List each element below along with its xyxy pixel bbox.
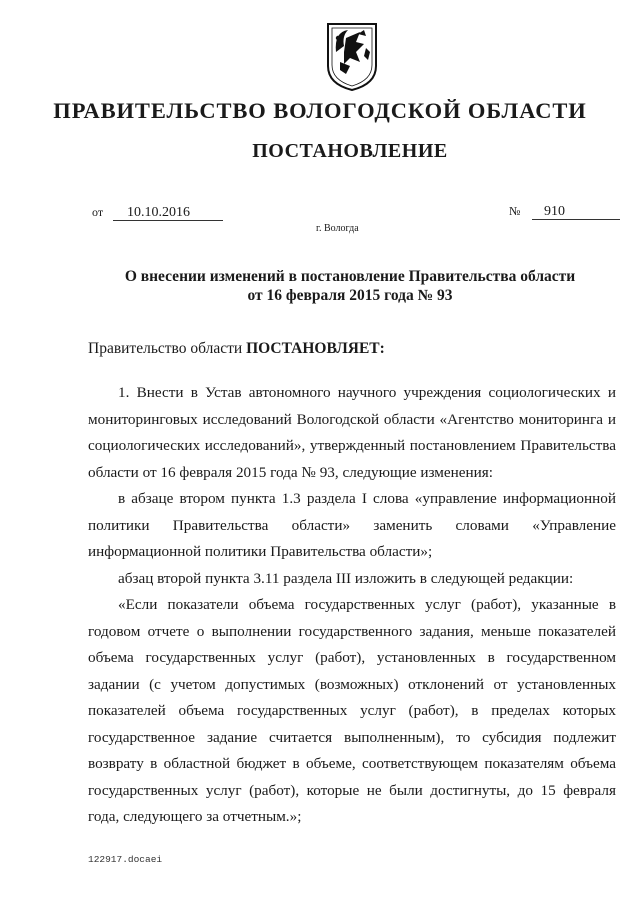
number-prefix: № — [509, 204, 521, 218]
document-type: ПОСТАНОВЛЕНИЕ — [252, 140, 448, 162]
subject-line-2: от 16 февраля 2015 года № 93 — [247, 287, 453, 304]
organization-title: ПРАВИТЕЛЬСТВО ВОЛОГОДСКОЙ ОБЛАСТИ — [53, 98, 587, 123]
document-number — [509, 204, 620, 220]
document-date — [92, 205, 223, 221]
file-code: 122917.docaei — [88, 854, 163, 865]
preamble-decree: ПОСТАНОВЛЯЕТ: — [246, 340, 385, 357]
paragraph-2: в абзаце втором пункта 1.3 раздела I слова «управление информационной политики Правительства области» заменить словами «Управление информационной политики Правительства области»; — [88, 490, 616, 560]
vologda-coat-of-arms-icon — [326, 22, 378, 92]
paragraph-4: «Если показатели объема государственных услуг (работ), указанные в годовом отчете о выполнении государственного задания, меньше показателей объема государственных услуг (работ), установленных в государственном задании (с учетом допустимых (возможных) отклонений от установленных показателей объема государственных услуг (работ), в пределах которых государственное задание считается выполненным), то субсидия подлежит возврату в областной бюджет в объеме, соответствующем показателям объема государственных услуг (работ), которые не были достигнуты, до 15 февраля года, следующего за отчетным.»; — [88, 596, 616, 825]
paragraph-3: абзац второй пункта 3.11 раздела III изложить в следующей редакции: — [118, 569, 574, 587]
city-label: г. Вологда — [316, 223, 359, 234]
date-prefix: от — [92, 205, 104, 219]
preamble — [88, 340, 385, 358]
date-value: 10.10.2016 — [113, 206, 223, 221]
number-value: 910 — [532, 205, 620, 220]
document-subject — [60, 267, 640, 305]
subject-line-1: О внесении изменений в постановление Правительства области — [124, 268, 576, 285]
paragraph-1: 1. Внести в Устав автономного научного учреждения социологических и мониторинговых исследований Вологодской области «Агентство мониторинга и социологических исследований», утвержденный постановлением Правительства области от 16 февраля 2015 года № 93, следующие изменения: — [88, 384, 616, 481]
document-body — [88, 380, 616, 831]
preamble-text: Правительство области — [88, 340, 247, 357]
